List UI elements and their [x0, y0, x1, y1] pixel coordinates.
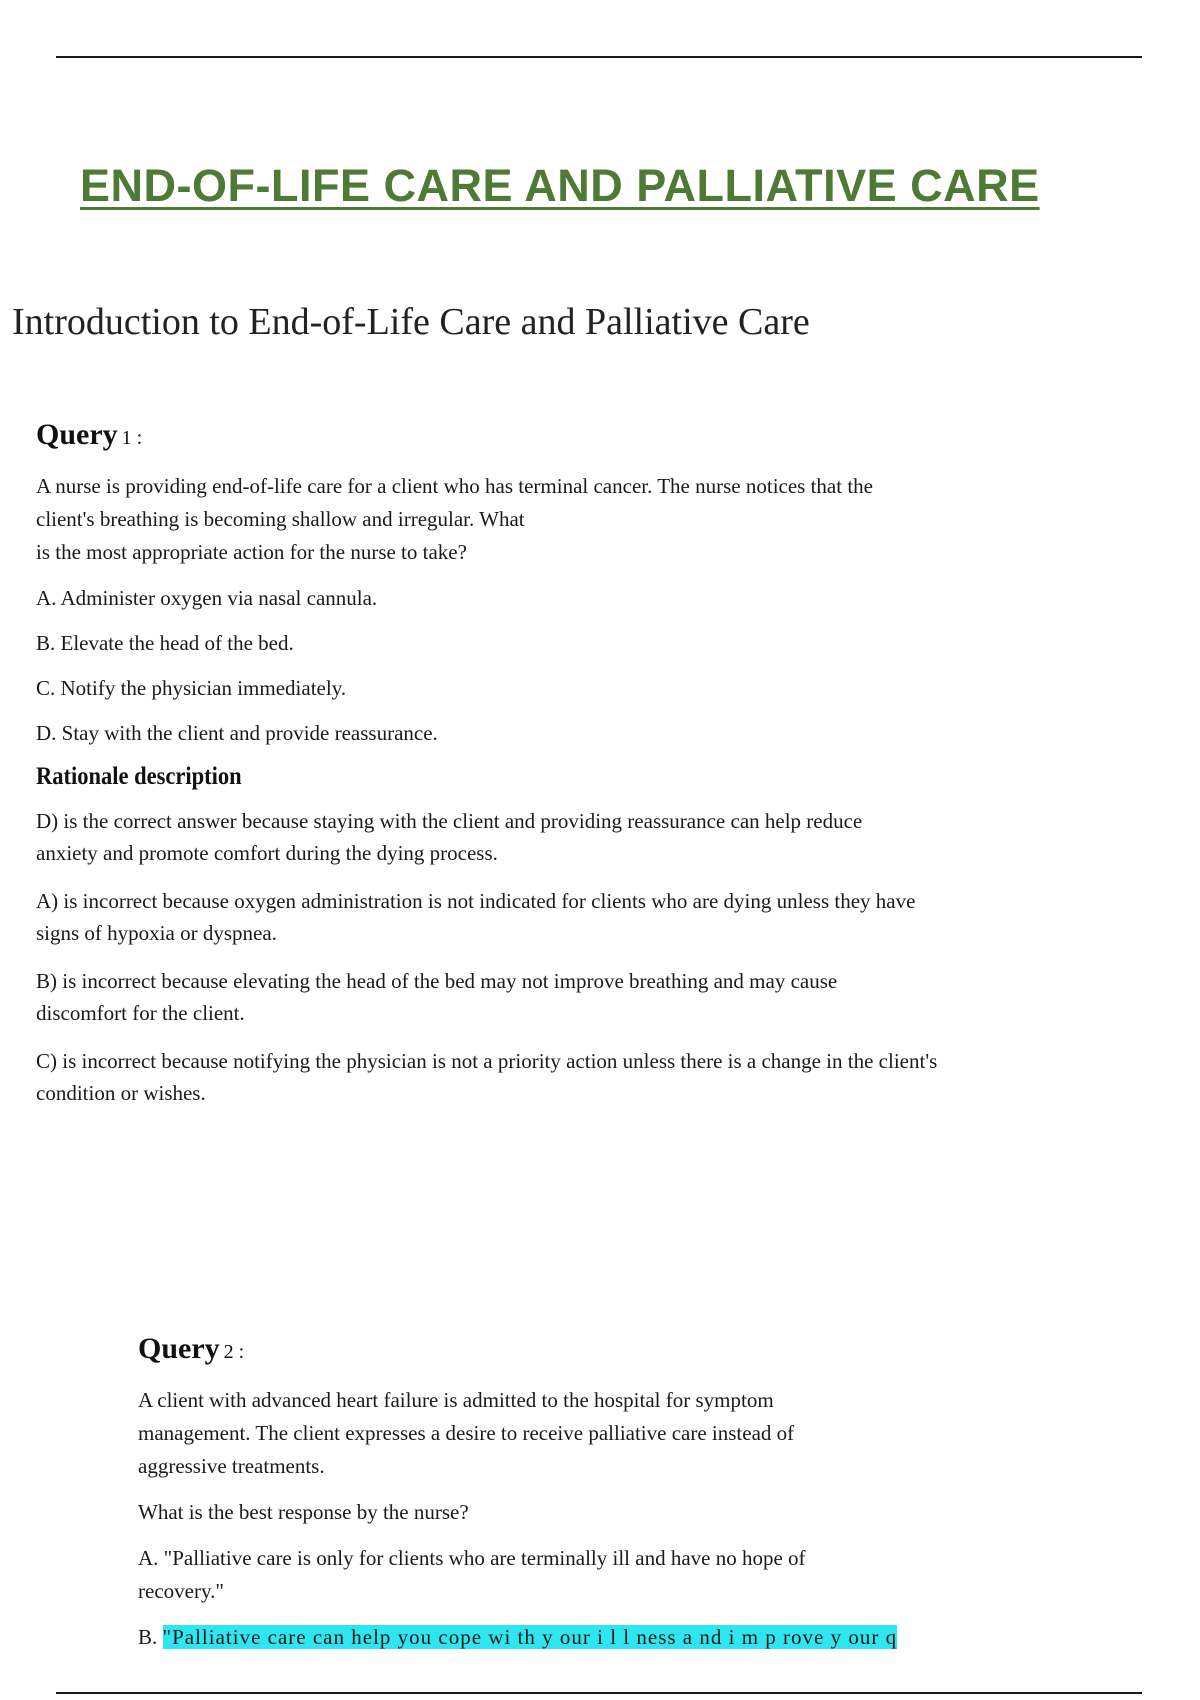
- option-b-highlighted-text: "Palliative care can help you cope wi th y our i l l ness a nd i m p rove y our q: [162, 1625, 898, 1649]
- question-prompt: What is the best response by the nurse?: [138, 1500, 469, 1524]
- stem-line: A client with advanced heart failure is admitted to the hospital for symptom: [138, 1388, 774, 1412]
- rationale-line: condition or wishes.: [36, 1081, 206, 1105]
- query-1-heading: [36, 418, 1156, 452]
- rationale-d: [36, 805, 1156, 869]
- document-title: END-OF-LIFE CARE AND PALLIATIVE CARE: [80, 160, 1040, 211]
- bottom-rule: [56, 1692, 1142, 1694]
- option-line: A. "Palliative care is only for clients who are terminally ill and have no hope of: [138, 1546, 806, 1570]
- query-2: [138, 1332, 1138, 1667]
- rationale-heading: Rationale description: [36, 763, 242, 790]
- query-number: 1 :: [121, 427, 143, 449]
- stem-line: aggressive treatments.: [138, 1454, 325, 1478]
- rationale-line: B) is incorrect because elevating the head of the bed may not improve breathing and may cause: [36, 969, 838, 993]
- rationale-a: [36, 885, 1156, 949]
- query-1: [36, 418, 1156, 1125]
- query-number: 2 :: [223, 1341, 245, 1363]
- rationale-c: [36, 1045, 1156, 1109]
- rationale-line: signs of hypoxia or dyspnea.: [36, 921, 277, 945]
- rationale-line: anxiety and promote comfort during the dying process.: [36, 841, 498, 865]
- option-b-prefix: B.: [138, 1625, 163, 1649]
- option-a: [138, 1542, 1138, 1608]
- rationale-line: D) is the correct answer because staying with the client and providing reassurance can help reduce: [36, 809, 863, 833]
- stem-line: management. The client expresses a desire to receive palliative care instead of: [138, 1421, 795, 1445]
- section-title: Introduction to End-of-Life Care and Palliative Care: [12, 301, 810, 343]
- rationale-line: discomfort for the client.: [36, 1001, 245, 1025]
- query-label: Query: [36, 418, 118, 451]
- stem-line: is the most appropriate action for the nurse to take?: [36, 540, 467, 564]
- rationale-line: A) is incorrect because oxygen administration is not indicated for clients who are dying unless they have: [36, 889, 916, 913]
- option-d: D. Stay with the client and provide reassurance.: [36, 721, 438, 745]
- stem-line: client's breathing is becoming shallow and irregular. What: [36, 507, 525, 531]
- option-b: B. Elevate the head of the bed.: [36, 631, 294, 655]
- option-a: A. Administer oxygen via nasal cannula.: [36, 586, 378, 610]
- top-rule: [56, 56, 1142, 58]
- query-label: Query: [138, 1332, 220, 1365]
- stem-line: A nurse is providing end-of-life care for a client who has terminal cancer. The nurse notices that the: [36, 474, 873, 498]
- question-stem: [36, 470, 1156, 569]
- question-stem: [138, 1384, 1138, 1483]
- query-2-heading: [138, 1332, 1138, 1366]
- option-c: C. Notify the physician immediately.: [36, 676, 347, 700]
- option-b: [138, 1622, 1138, 1653]
- rationale-line: C) is incorrect because notifying the physician is not a priority action unless there is a change in the client's: [36, 1049, 938, 1073]
- option-line: recovery.": [138, 1579, 224, 1603]
- rationale-b: [36, 965, 1156, 1029]
